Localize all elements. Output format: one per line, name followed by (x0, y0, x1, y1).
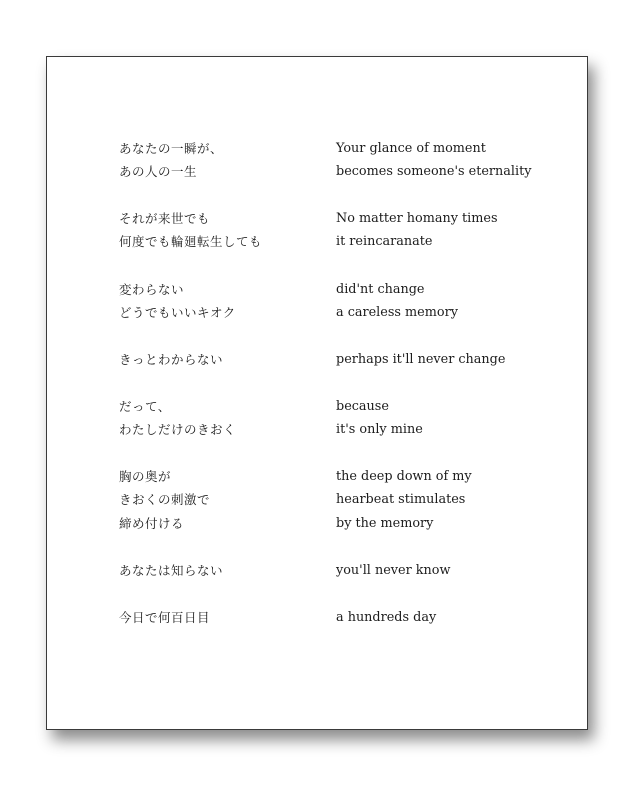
japanese-line: あなたは知らない (119, 563, 224, 578)
poem-page (46, 56, 588, 730)
english-line: hearbeat stimulates (336, 492, 466, 507)
english-line: a careless memory (336, 305, 458, 320)
japanese-line: あの人の一生 (119, 164, 198, 179)
japanese-line: あなたの一瞬が、 (119, 141, 224, 156)
english-line: it's only mine (336, 422, 423, 437)
japanese-line: 今日で何百日目 (119, 610, 211, 625)
english-line: Your glance of moment (336, 141, 486, 156)
japanese-line: 変わらない (119, 282, 185, 297)
japanese-line: どうでもいいキオク (119, 305, 236, 320)
english-line: did'nt change (336, 282, 425, 297)
japanese-line: きっとわからない (119, 352, 224, 367)
english-line: the deep down of my (336, 469, 472, 484)
japanese-line: 何度でも輪廻転生しても (119, 234, 263, 249)
english-line: it reincaranate (336, 234, 433, 249)
japanese-line: きおくの刺激で (119, 492, 211, 507)
english-line: a hundreds day (336, 610, 437, 625)
japanese-line: わたしだけのきおく (119, 422, 237, 437)
english-line: No matter homany times (336, 211, 498, 226)
english-line: perhaps it'll never change (336, 352, 506, 367)
english-line: by the memory (336, 516, 434, 531)
japanese-line: だって、 (119, 399, 171, 414)
english-line: because (336, 399, 389, 414)
english-line: becomes someone's eternality (336, 164, 532, 179)
japanese-line: それが来世でも (119, 211, 211, 226)
english-line: you'll never know (336, 563, 451, 578)
japanese-line: 胸の奥が (119, 469, 172, 484)
japanese-line: 締め付ける (119, 516, 185, 531)
